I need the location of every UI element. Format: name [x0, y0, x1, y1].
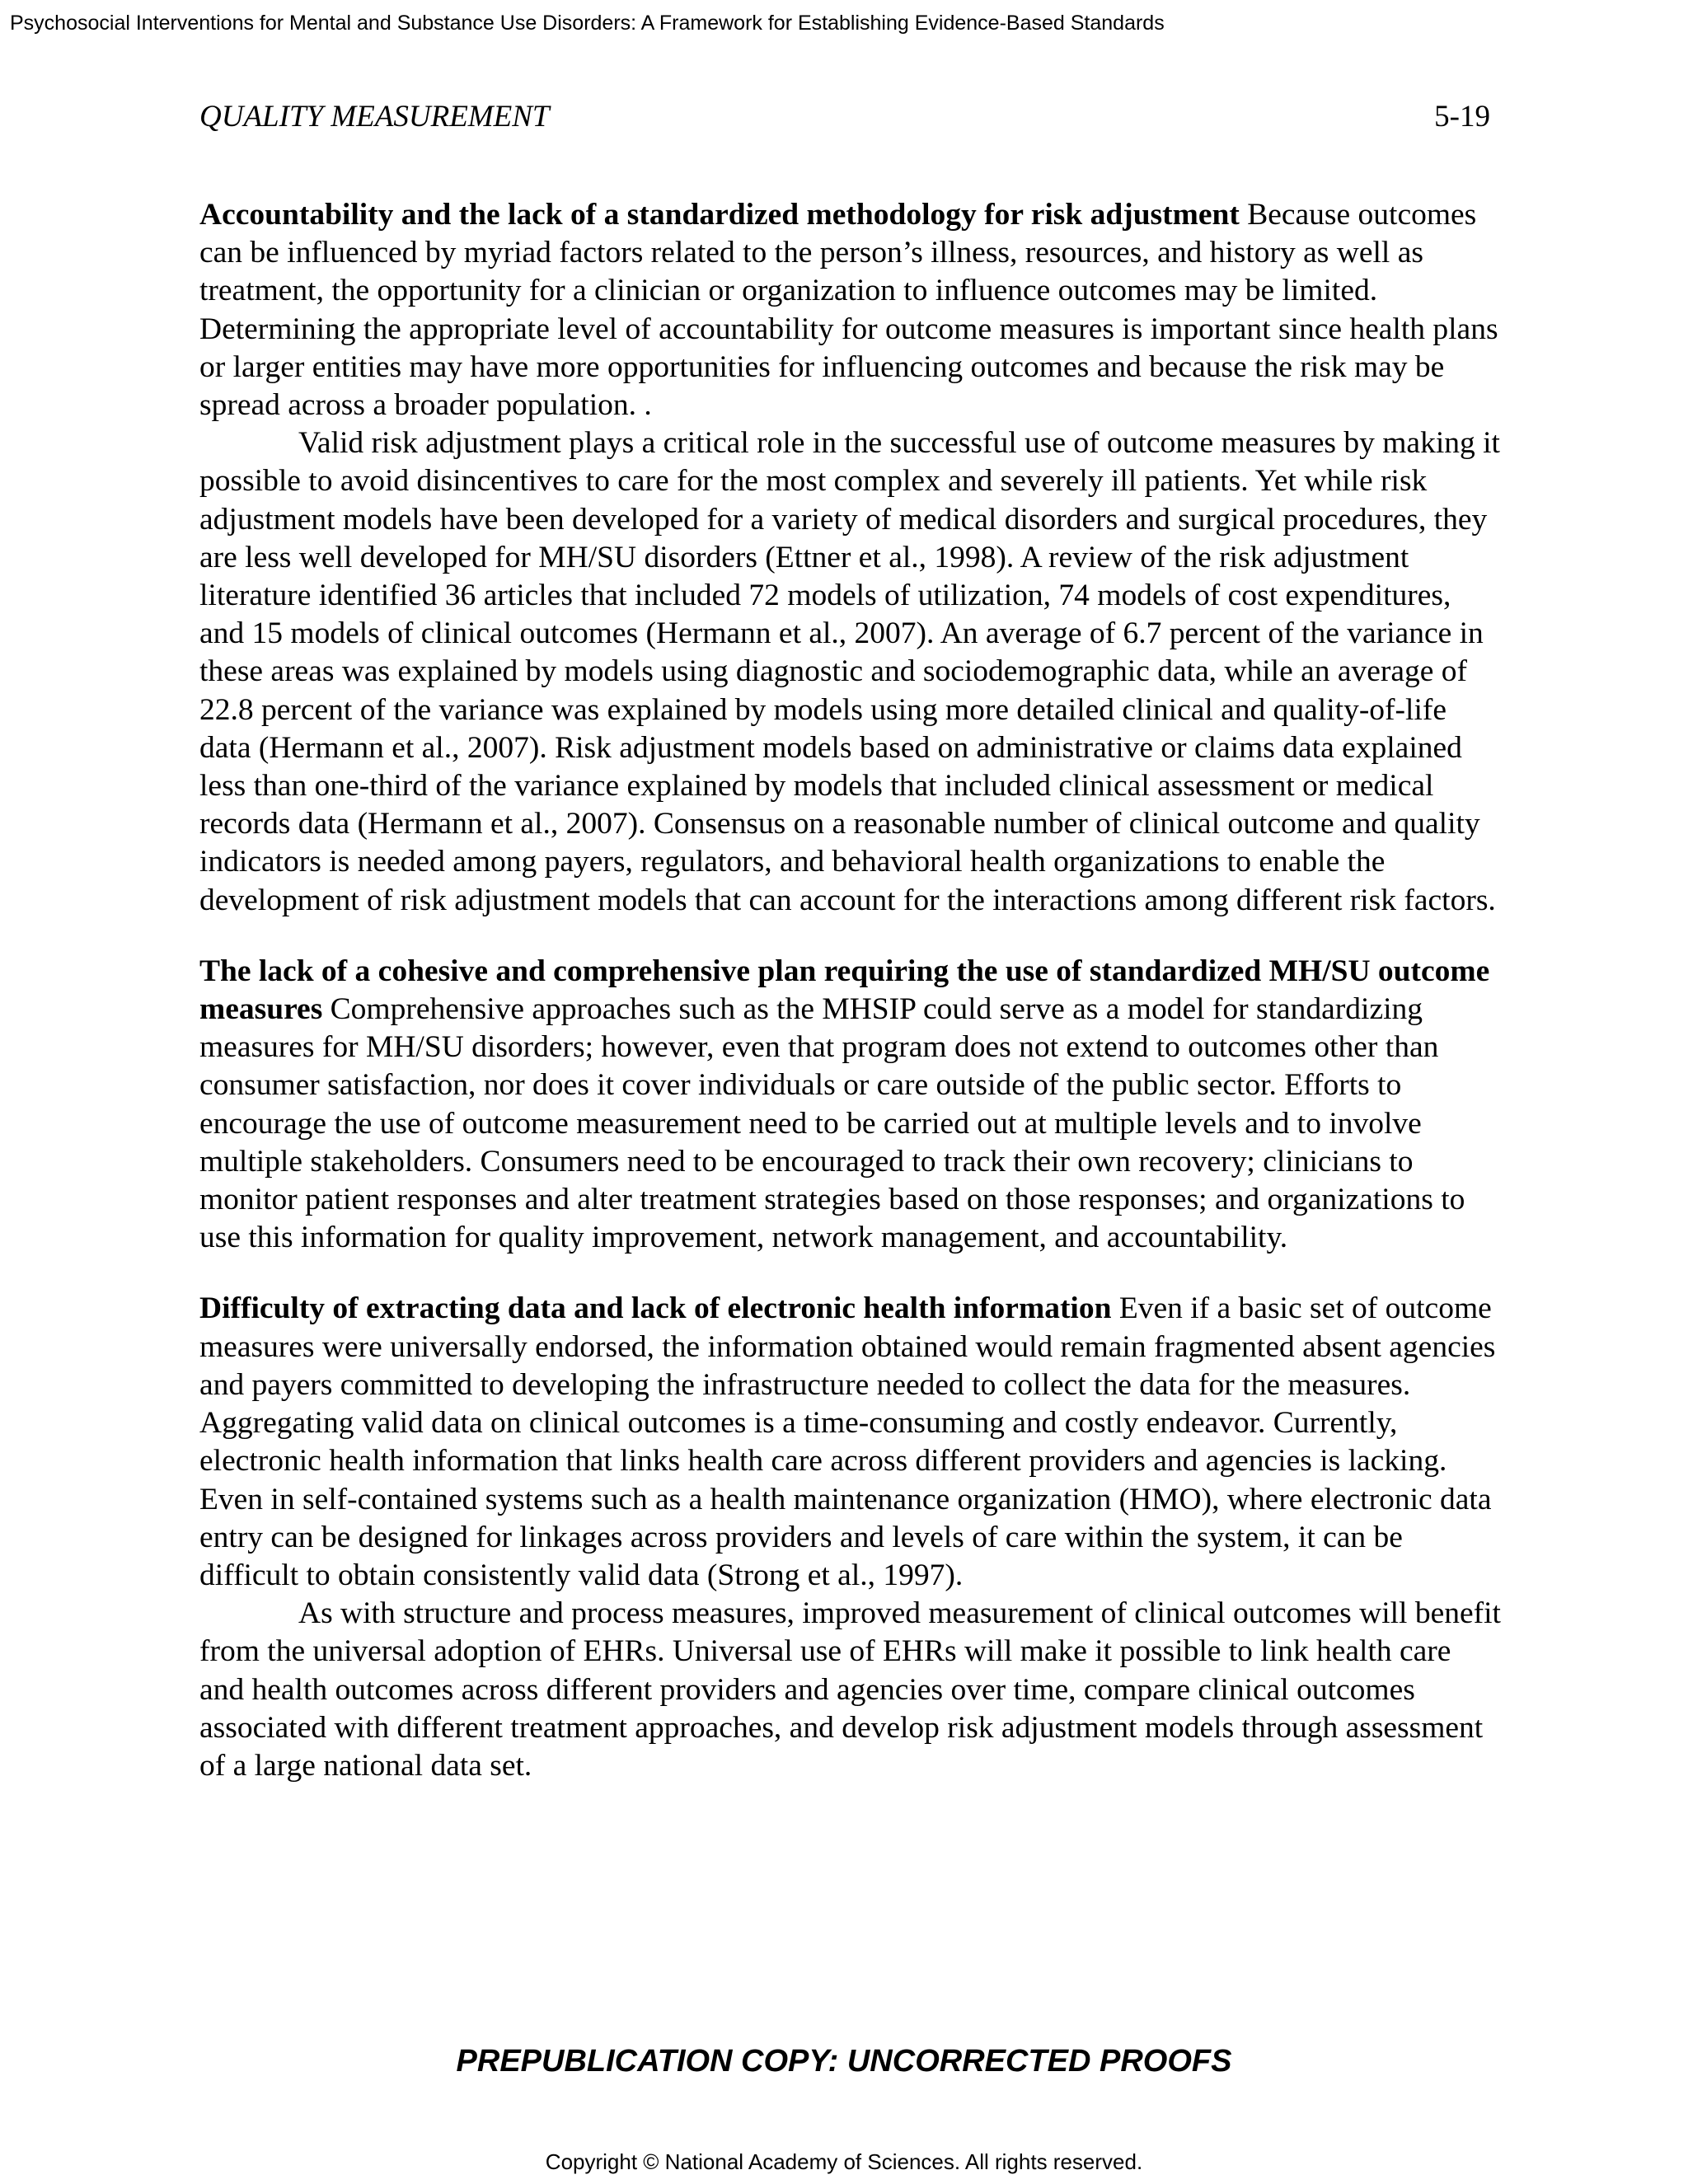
section-gap	[199, 1257, 1502, 1290]
section-gap	[199, 920, 1502, 953]
section-accountability-lead-paragraph	[199, 196, 1502, 424]
section-lead-text: Because outcomes can be influenced by myriad factors related to the person’s illness, resources, and history as well as treatment, the opportunity for a clinician or organization to influence outcomes may be limited. Determining the appropriate level of accountability for outcome measures is important since health plans or larger entities may have more opportunities for influencing outcomes and because the risk may be spread across a broader population. .	[199, 198, 1498, 423]
section-heading: Difficulty of extracting data and lack of electronic health information	[199, 1291, 1112, 1326]
body-text	[199, 196, 1502, 1785]
section-heading: The lack of a cohesive and comprehensive plan requiring the use of standardized MH/SU outcome measures	[199, 954, 1490, 1027]
section-data-extraction-lead-paragraph	[199, 1290, 1502, 1595]
paragraph-ehr-adoption: As with structure and process measures, improved measurement of clinical outcomes will benefit from the universal adoption of EHRs. Universal use of EHRs will make it possible to link health care and health outcomes across different providers and agencies over time, compare clinical outcomes associated with different treatment approaches, and develop risk adjustment models through assessment of a large national data set.	[199, 1596, 1501, 1783]
section-heading: Accountability and the lack of a standardized methodology for risk adjustment	[199, 198, 1240, 232]
book-title: Psychosocial Interventions for Mental and Substance Use Disorders: A Framework for Establishing Evidence-Based Standards	[10, 12, 1165, 35]
prepublication-watermark: PREPUBLICATION COPY: UNCORRECTED PROOFS	[456, 2044, 1232, 2079]
section-lead-text: Even if a basic set of outcome measures were universally endorsed, the information obtained would remain fragmented absent agencies and payers committed to developing the infrastructure needed to collect the data for the measures. Aggregating valid data on clinical outcomes is a time-consuming and costly endeavor. Currently, electronic health information that links health care across different providers and agencies is lacking. Even in self-contained systems such as a health maintenance organization (HMO), where electronic data entry can be designed for linkages across providers and levels of care within the system, it can be difficult to obtain consistently valid data (Strong et al., 1997).	[199, 1291, 1496, 1592]
section-outcome-plan-lead-paragraph	[199, 953, 1502, 1258]
running-head: QUALITY MEASUREMENT	[199, 100, 550, 134]
page-number: 5-19	[1434, 100, 1490, 134]
paragraph-risk-adjustment: Valid risk adjustment plays a critical role in the successful use of outcome measures by making it possible to avoid disincentives to care for the most complex and severely ill patients. Yet while risk adjustment models have been developed for a variety of medical disorders and surgical procedures, they are less well developed for MH/SU disorders (Ettner et al., 1998). A review of the risk adjustment literature identified 36 articles that included 72 models of utilization, 74 models of cost expenditures, and 15 models of clinical outcomes (Hermann et al., 2007). An average of 6.7 percent of the variance in these areas was explained by models using diagnostic and sociodemographic data, while an average of 22.8 percent of the variance was explained by models using more detailed clinical and quality-of-life data (Hermann et al., 2007). Risk adjustment models based on administrative or claims data explained less than one-third of the variance explained by models that included clinical assessment or medical records data (Hermann et al., 2007). Consensus on a reasonable number of clinical outcome and quality indicators is needed among payers, regulators, and behavioral health organizations to enable the development of risk adjustment models that can account for the interactions among different risk factors.	[199, 426, 1500, 917]
section-lead-text: Comprehensive approaches such as the MHSIP could serve as a model for standardizing measures for MH/SU disorders; however, even that program does not extend to outcomes other than consumer satisfaction, nor does it cover individuals or care outside of the public sector. Efforts to encourage the use of outcome measurement need to be carried out at multiple levels and to involve multiple stakeholders. Consumers need to be encouraged to track their own recovery; clinicians to monitor patient responses and alter treatment strategies based on those responses; and organizations to use this information for quality improvement, network management, and accountability.	[199, 992, 1465, 1255]
copyright-notice: Copyright © National Academy of Sciences. All rights reserved.	[545, 2149, 1143, 2174]
